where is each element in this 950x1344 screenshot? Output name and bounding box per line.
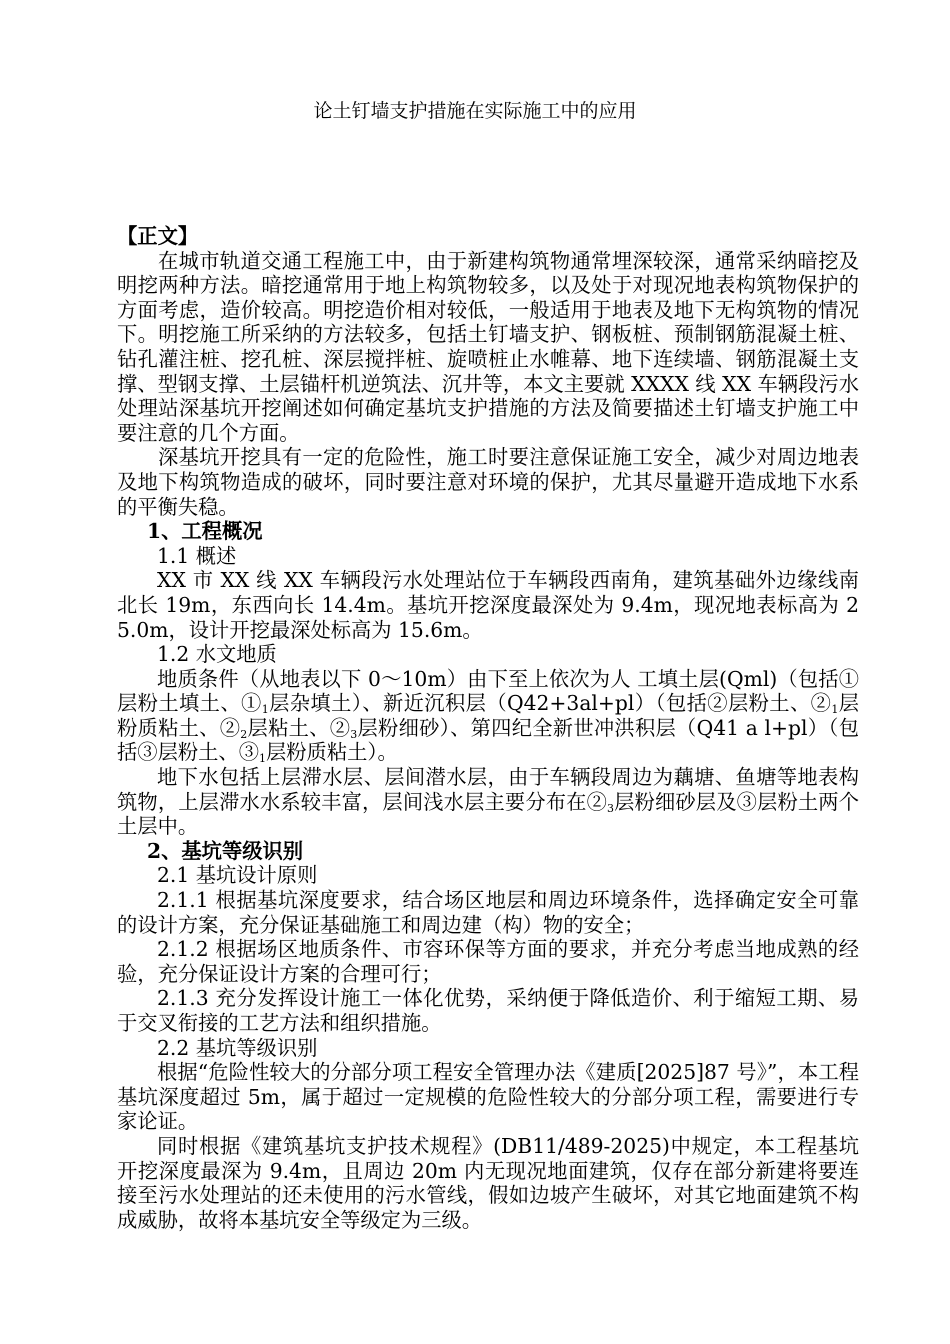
subscript: 2 (240, 727, 248, 741)
text-run: 地下水包括上层滞水层、层间潜水层，由于车辆段周边为藕塘、鱼塘等地表构筑物，上层滞水水系较丰富，层间浅水层主要分布在② (117, 765, 859, 814)
heading-1-2: 1.2 水文地质 (157, 642, 277, 667)
text-run: 地质条件（从地表以下 0～10m）由下至上依次为人 工填土层(Qml)（包括①层粉土填土、① (117, 666, 859, 716)
paragraph-1-2-groundwater (117, 765, 859, 839)
document-title: 论土钉墙支护措施在实际施工中的应用 (313, 100, 637, 122)
paragraph-2-1-3: 2.1.3 充分发挥设计施工一体化优势，采纳便于降低造价、利于缩短工期、易于交叉衔接的工艺方法和组织措施。 (117, 986, 859, 1035)
text-run: 层杂填土）、新近沉积层（Q42+3al+pl）（包括②层粉土、② (268, 691, 832, 716)
subscript: 1 (261, 703, 269, 717)
paragraph-2-1-2: 2.1.2 根据场区地质条件、市容环保等方面的要求，并充分考虑当地成熟的经验，充分保证设计方案的合理可行； (117, 937, 859, 986)
subscript: 1 (831, 703, 839, 717)
paragraph-2-1-1: 2.1.1 根据基坑深度要求，结合场区地层和周边环境条件，选择确定安全可靠的设计方案，充分保证基础施工和周边建（构）物的安全； (117, 888, 859, 937)
heading-2: 2、基坑等级识别 (147, 838, 304, 863)
subscript: 3 (606, 801, 614, 815)
text-run: 层粉质粘土、② (117, 691, 859, 740)
text-run: 层粉细砂）、第四纪全新世冲洪积层（Q41 a l+pl）（包括③层粉土、③ (117, 715, 859, 765)
heading-2-1: 2.1 基坑设计原则 (157, 863, 318, 888)
document-body (117, 224, 859, 1232)
heading-1-1: 1.1 概述 (157, 543, 237, 568)
paragraph-2-2-b: 同时根据《建筑基坑支护技术规程》(DB11/489-2025)中规定，本工程基坑开挖深度最深为 9.4m，且周边 20m 内无现况地面建筑，仅存在部分新建将要连接至污水处理站的还未使用的污水管线，假如边坡产生破坏，对其它地面建筑不构成威胁，故将本基坑安全等级定为三级。 (117, 1133, 859, 1232)
paragraph-1-2-geology (117, 667, 859, 765)
paragraph-intro-1: 在城市轨道交通工程施工中，由于新建构筑物通常埋深较深，通常采纳暗挖及明挖两种方法。暗挖通常用于地上构筑物较多，以及处于对现况地表构筑物保护的方面考虑，造价较高。明挖造价相对较低，一般适用于地表及地下无构筑物的情况下。明挖施工所采纳的方法较多，包括土钉墙支护、钢板桩、预制钢筋混凝土桩、钻孔灌注桩、挖孔桩、深层搅拌桩、旋喷桩止水帷幕、地下连续墙、钢筋混凝土支撑、型钢支撑、土层锚杆机逆筑法、沉井等，本文主要就 XXXX 线 XX 车辆段污水处理站深基坑开挖阐述如何确定基坑支护措施的方法及简要描述土钉墙支护施工中要注意的几个方面。 (117, 248, 859, 445)
section-heading-main: 【正文】 (117, 224, 199, 248)
text-run: 层粘土、② (247, 715, 351, 740)
heading-2-2: 2.2 基坑等级识别 (157, 1035, 318, 1060)
paragraph-1-1: XX 市 XX 线 XX 车辆段污水处理站位于车辆段西南角，建筑基础外边缘线南北长 19m，东西向长 14.4m。基坑开挖深度最深处为 9.4m，现况地表标高为 25.0m，设计开挖最深处标高为 15.6m。 (117, 568, 859, 642)
subscript: 3 (350, 727, 358, 741)
text-run: 层粉质粘土）。 (265, 740, 398, 765)
paragraph-intro-2: 深基坑开挖具有一定的危险性，施工时要注意保证施工安全，减少对周边地表及地下构筑物造成的破坏，同时要注意对环境的保护，尤其尽量避开造成地下水系的平衡失稳。 (117, 445, 859, 519)
heading-1: 1、工程概况 (147, 519, 263, 544)
subscript: 1 (258, 752, 266, 766)
text-run: 层粉细砂层及③层粉土两个土层中。 (117, 789, 859, 839)
paragraph-2-2-a: 根据“危险性较大的分部分项工程安全管理办法《建质[2025]87 号》”，本工程基坑深度超过 5m，属于超过一定规模的危险性较大的分部分项工程，需要进行专家论证。 (117, 1060, 859, 1134)
